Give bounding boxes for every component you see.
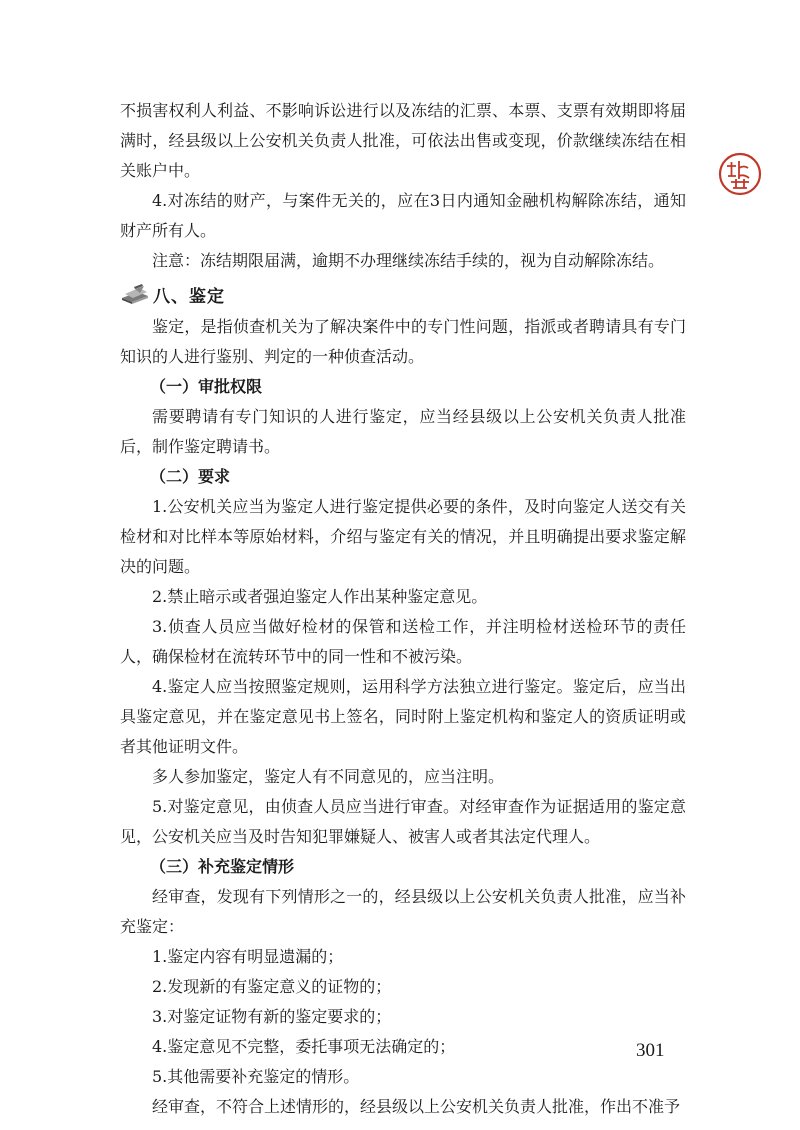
paragraph: 1.公安机关应当为鉴定人进行鉴定提供必要的条件，及时向鉴定人送交有关检材和对比样本等原始材料，介绍与鉴定有关的情况，并且明确提出要求鉴定解决的问题。 [120,497,686,576]
paragraph: 需要聘请有专门知识的人进行鉴定，应当经县级以上公安机关负责人批准后，制作鉴定聘请书。 [120,407,686,456]
paragraph: 多人参加鉴定，鉴定人有不同意见的，应当注明。 [152,767,505,786]
round-seal-icon [716,150,764,198]
paragraph: 4.对冻结的财产，与案件无关的，应在3日内通知金融机构解除冻结，通知财产所有人。 [120,191,686,240]
section-title: 八、鉴定 [153,286,225,307]
sub-heading: （一）审批权限 [150,377,263,396]
sub-heading: （三）补充鉴定情形 [150,857,295,876]
book-stack-icon [120,283,150,305]
page-number: 301 [636,1040,665,1061]
paragraph: 经审查，发现有下列情形之一的，经县级以上公安机关负责人批准，应当补充鉴定： [120,887,686,936]
paragraph: 经审查，不符合上述情形的，经县级以上公安机关负责人批准，作出不准予 [152,1097,681,1116]
body-text [120,96,686,1122]
paragraph: 注意：冻结期限届满，逾期不办理继续冻结手续的，视为自动解除冻结。 [152,251,665,270]
list-item: 2.发现新的有鉴定意义的证物的； [152,977,392,996]
paragraph: 2.禁止暗示或者强迫鉴定人作出某种鉴定意见。 [152,587,488,606]
paragraph: 3.侦查人员应当做好检材的保管和送检工作，并注明检材送检环节的责任人，确保检材在流转环节中的同一性和不被污染。 [120,617,686,666]
section-heading [120,278,686,310]
list-item: 3.对鉴定证物有新的鉴定要求的； [152,1007,392,1026]
sub-heading: （二）要求 [150,467,231,486]
paragraph: 4.鉴定人应当按照鉴定规则，运用科学方法独立进行鉴定。鉴定后，应当出具鉴定意见，并在鉴定意见书上签名，同时附上鉴定机构和鉴定人的资质证明或者其他证明文件。 [120,677,686,756]
list-item: 5.其他需要补充鉴定的情形。 [152,1067,360,1086]
paragraph: 鉴定，是指侦查机关为了解决案件中的专门性问题，指派或者聘请具有专门知识的人进行鉴别、判定的一种侦查活动。 [120,317,686,366]
list-item: 4.鉴定意见不完整，委托事项无法确定的； [152,1037,456,1056]
list-item: 1.鉴定内容有明显遗漏的； [152,947,344,966]
paragraph: 不损害权利人利益、不影响诉讼进行以及冻结的汇票、本票、支票有效期即将届满时，经县级以上公安机关负责人批准，可依法出售或变现，价款继续冻结在相关账户中。 [120,101,686,180]
paragraph: 5.对鉴定意见，由侦查人员应当进行审查。对经审查作为证据适用的鉴定意见，公安机关应当及时告知犯罪嫌疑人、被害人或者其法定代理人。 [120,797,686,846]
